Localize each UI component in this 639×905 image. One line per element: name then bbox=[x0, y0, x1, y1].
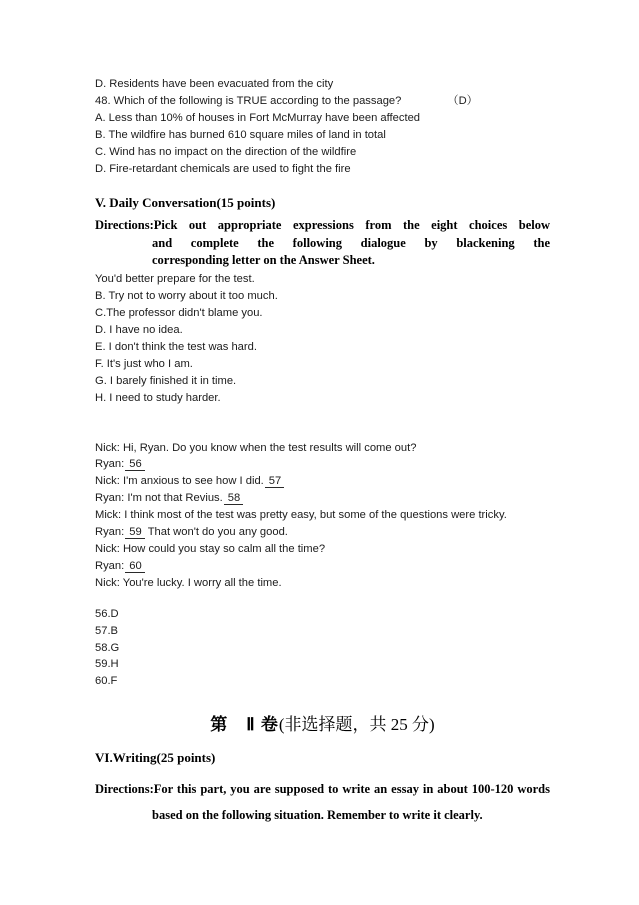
answer-60: 60.F bbox=[95, 675, 118, 688]
reading-option-a: A. Less than 10% of houses in Fort McMurray have been affected bbox=[95, 111, 421, 124]
writing-directions bbox=[95, 776, 550, 828]
dialogue-line bbox=[95, 456, 550, 473]
dialogue-text: Nick: You're lucky. I worry all the time. bbox=[95, 576, 282, 589]
directions-line-2: and complete the following dialogue by blackening the bbox=[152, 235, 550, 250]
part2-title-bold: 第 Ⅱ 卷 bbox=[210, 715, 279, 735]
writing-directions-line-2: based on the following situation. Remember to write it clearly. bbox=[152, 808, 483, 823]
section-vi-heading: VI.Writing(25 points) bbox=[95, 750, 216, 766]
dialogue-line bbox=[95, 440, 550, 457]
dialogue-line bbox=[95, 473, 550, 490]
reading-section bbox=[95, 76, 550, 177]
dialogue-text: Ryan: bbox=[95, 458, 125, 471]
dialogue-text: Nick: How could you stay so calm all the time? bbox=[95, 543, 326, 556]
choice-list bbox=[95, 271, 550, 406]
answer-57: 57.B bbox=[95, 624, 119, 637]
part2-title-rest: (非选择题，共 25 分) bbox=[278, 715, 435, 735]
dialogue-text: Mick: I think most of the test was pretty easy, but some of the questions were tricky. bbox=[95, 509, 507, 522]
dialogue-blank-60: 60 bbox=[125, 560, 144, 573]
dialogue-line bbox=[95, 524, 550, 541]
part2-title bbox=[95, 713, 550, 737]
section-v-directions bbox=[95, 217, 550, 269]
dialogue-line bbox=[95, 541, 550, 558]
choice-c: C.The professor didn't blame you. bbox=[95, 307, 263, 320]
choice-b: B. Try not to worry about it too much. bbox=[95, 290, 278, 303]
dialogue-text: Ryan: bbox=[95, 559, 125, 572]
choice-h: H. I need to study harder. bbox=[95, 391, 221, 404]
choice-e: E. I don't think the test was hard. bbox=[95, 340, 257, 353]
choice-a: You'd better prepare for the test. bbox=[95, 273, 255, 286]
dialogue-text: Ryan: I'm not that Revius. bbox=[95, 492, 223, 505]
reading-option-c: C. Wind has no impact on the direction of the wildfire bbox=[95, 145, 357, 158]
directions-line-1: Directions:Pick out appropriate expressions from the eight choices below bbox=[95, 218, 550, 233]
dialogue-line bbox=[95, 575, 550, 592]
reading-option-b: B. The wildfire has burned 610 square miles of land in total bbox=[95, 128, 386, 141]
dialogue-blank-56: 56 bbox=[125, 458, 144, 471]
question-48-answer: （D） bbox=[447, 94, 478, 107]
dialogue-post-text: That won't do you any good. bbox=[147, 526, 288, 539]
dialogue-blank-57: 57 bbox=[265, 475, 284, 488]
answer-59: 59.H bbox=[95, 658, 119, 671]
choice-f: F. It's just who I am. bbox=[95, 357, 193, 370]
question-48-text: 48. Which of the following is TRUE according to the passage? bbox=[95, 94, 402, 107]
dialogue-text: Nick: Hi, Ryan. Do you know when the test results will come out? bbox=[95, 441, 417, 454]
answer-key bbox=[95, 606, 550, 691]
dialogue-line bbox=[95, 558, 550, 575]
dialogue-blank-59: 59 bbox=[125, 526, 144, 539]
answer-58: 58.G bbox=[95, 641, 120, 654]
dialogue-blank-58: 58 bbox=[224, 492, 243, 505]
dialogue-line bbox=[95, 490, 550, 507]
reading-line-d: D. Residents have been evacuated from the city bbox=[95, 78, 334, 90]
directions-line-3: corresponding letter on the Answer Sheet. bbox=[152, 253, 375, 268]
writing-directions-line-1: Directions:For this part, you are supposed to write an essay in about 100-120 words bbox=[95, 782, 550, 797]
answer-56: 56.D bbox=[95, 607, 119, 620]
reading-option-d: D. Fire-retardant chemicals are used to fight the fire bbox=[95, 162, 351, 175]
choice-g: G. I barely finished it in time. bbox=[95, 374, 237, 387]
dialogue-text: Nick: I'm anxious to see how I did. bbox=[95, 475, 264, 488]
question-48-line bbox=[95, 93, 550, 110]
dialogue-section bbox=[95, 440, 550, 592]
dialogue-text: Ryan: bbox=[95, 526, 125, 539]
choice-d: D. I have no idea. bbox=[95, 324, 183, 337]
section-v-heading: V. Daily Conversation(15 points) bbox=[95, 195, 276, 211]
dialogue-line bbox=[95, 507, 550, 524]
